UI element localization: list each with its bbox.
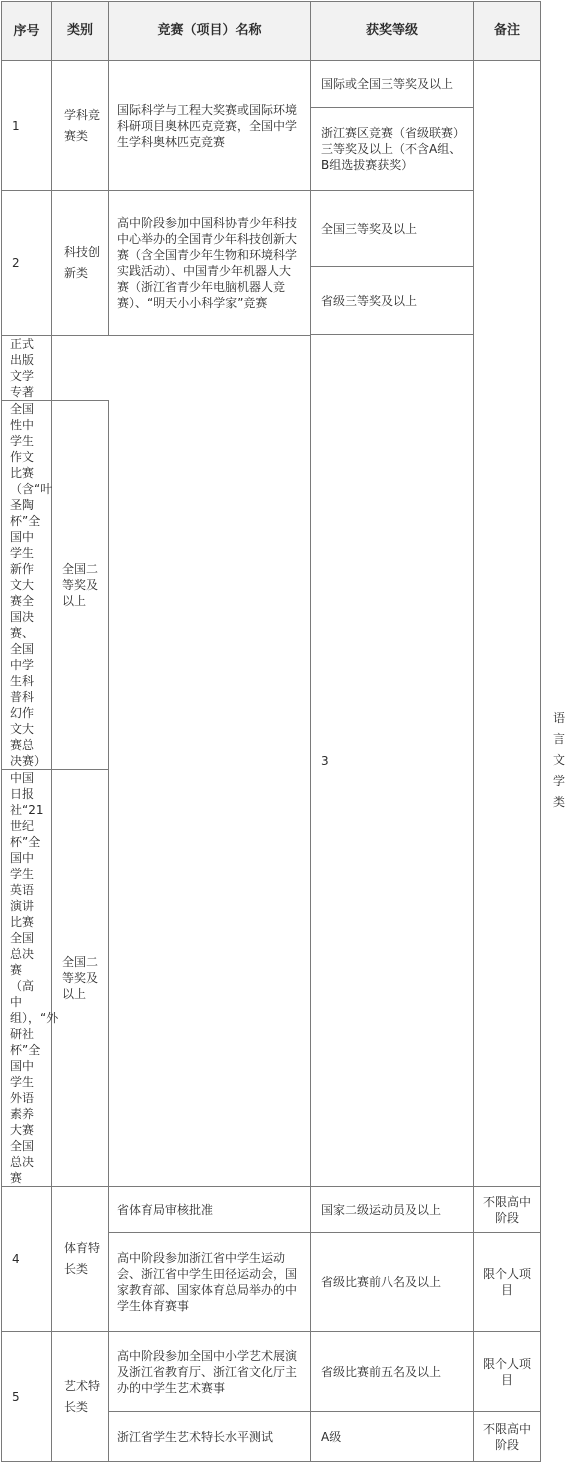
seq-cell: 3 — [311, 335, 474, 1187]
header-category: 类别 — [52, 2, 109, 61]
remark-cell: 限个人项目 — [474, 1332, 541, 1412]
award-level-cell: 全国二等奖及以上 — [52, 770, 109, 1187]
header-award-level: 获奖等级 — [311, 2, 474, 61]
award-level-cell: A级 — [311, 1412, 474, 1462]
award-level-cell: 省级比赛前五名及以上 — [311, 1332, 474, 1412]
competition-cell: 国际科学与工程大奖赛或国际环境科研项目奥林匹克竞赛，全国中学生学科奥林匹克竞赛 — [109, 61, 311, 191]
category-cell: 体育特长类 — [52, 1187, 109, 1332]
competition-cell: 高中阶段参加中国科协青少年科技中心举办的全国青少年科技创新大赛（含全国青少年生物和环境科学实践活动）、中国青少年机器人大赛（浙江省青少年电脑机器人竞赛）、“明天小小科学家”竞赛 — [109, 191, 311, 336]
table-row — [2, 1187, 541, 1233]
seq-cell: 4 — [2, 1187, 52, 1332]
competition-cell: 正式出版文学专著 — [2, 336, 52, 401]
award-table — [1, 1, 565, 1462]
remark-cell: 限个人项目 — [474, 1233, 541, 1332]
competition-cell: 中国日报社“21世纪杯”全国中学生英语演讲比赛全国总决赛（高中组），“外研社杯”全国中学生外语素养大赛全国总决赛 — [2, 770, 52, 1187]
award-level-cell: 浙江赛区竞赛（省级联赛）三等奖及以上（不含A组、B组选拔赛获奖） — [311, 108, 474, 191]
award-level-cell: 全国三等奖及以上 — [311, 191, 474, 267]
award-level-cell: 国际或全国三等奖及以上 — [311, 61, 474, 108]
award-level-cell: 国家二级运动员及以上 — [311, 1187, 474, 1233]
table-row — [2, 1332, 541, 1412]
table-row: 3 语言文学类 — [2, 335, 541, 336]
award-level-cell: 全国二等奖及以上 — [52, 401, 109, 770]
header-competition: 竞赛（项目）名称 — [109, 2, 311, 61]
category-cell: 学科竞赛类 — [52, 61, 109, 191]
competition-cell: 高中阶段参加全国中小学艺术展演及浙江省教育厅、浙江省文化厅主办的中学生艺术赛事 — [109, 1332, 311, 1412]
competition-cell: 高中阶段参加浙江省中学生运动会、浙江省中学生田径运动会，国家教育部、国家体育总局举办的中学生体育赛事 — [109, 1233, 311, 1332]
header-remark: 备注 — [474, 2, 541, 61]
competition-cell: 浙江省学生艺术特长水平测试 — [109, 1412, 311, 1462]
competition-cell: 全国性中学生作文比赛（含“叶圣陶杯”全国中学生新作文大赛全国决赛、全国中学生科普科幻作文大赛总决赛） — [2, 401, 52, 770]
table-row — [2, 191, 541, 267]
header-seq: 序号 — [2, 2, 52, 61]
award-level-cell: 省级三等奖及以上 — [311, 267, 474, 335]
category-cell: 科技创新类 — [52, 191, 109, 336]
table-row — [2, 61, 541, 108]
competition-cell: 省体育局审核批准 — [109, 1187, 311, 1233]
seq-cell: 1 — [2, 61, 52, 191]
category-cell: 艺术特长类 — [52, 1332, 109, 1462]
seq-cell: 5 — [2, 1332, 52, 1462]
remark-cell — [474, 61, 541, 1187]
remark-cell: 不限高中阶段 — [474, 1187, 541, 1233]
award-level-cell: 省级比赛前八名及以上 — [311, 1233, 474, 1332]
header-row — [2, 2, 541, 61]
remark-cell: 不限高中阶段 — [474, 1412, 541, 1462]
seq-cell: 2 — [2, 191, 52, 336]
